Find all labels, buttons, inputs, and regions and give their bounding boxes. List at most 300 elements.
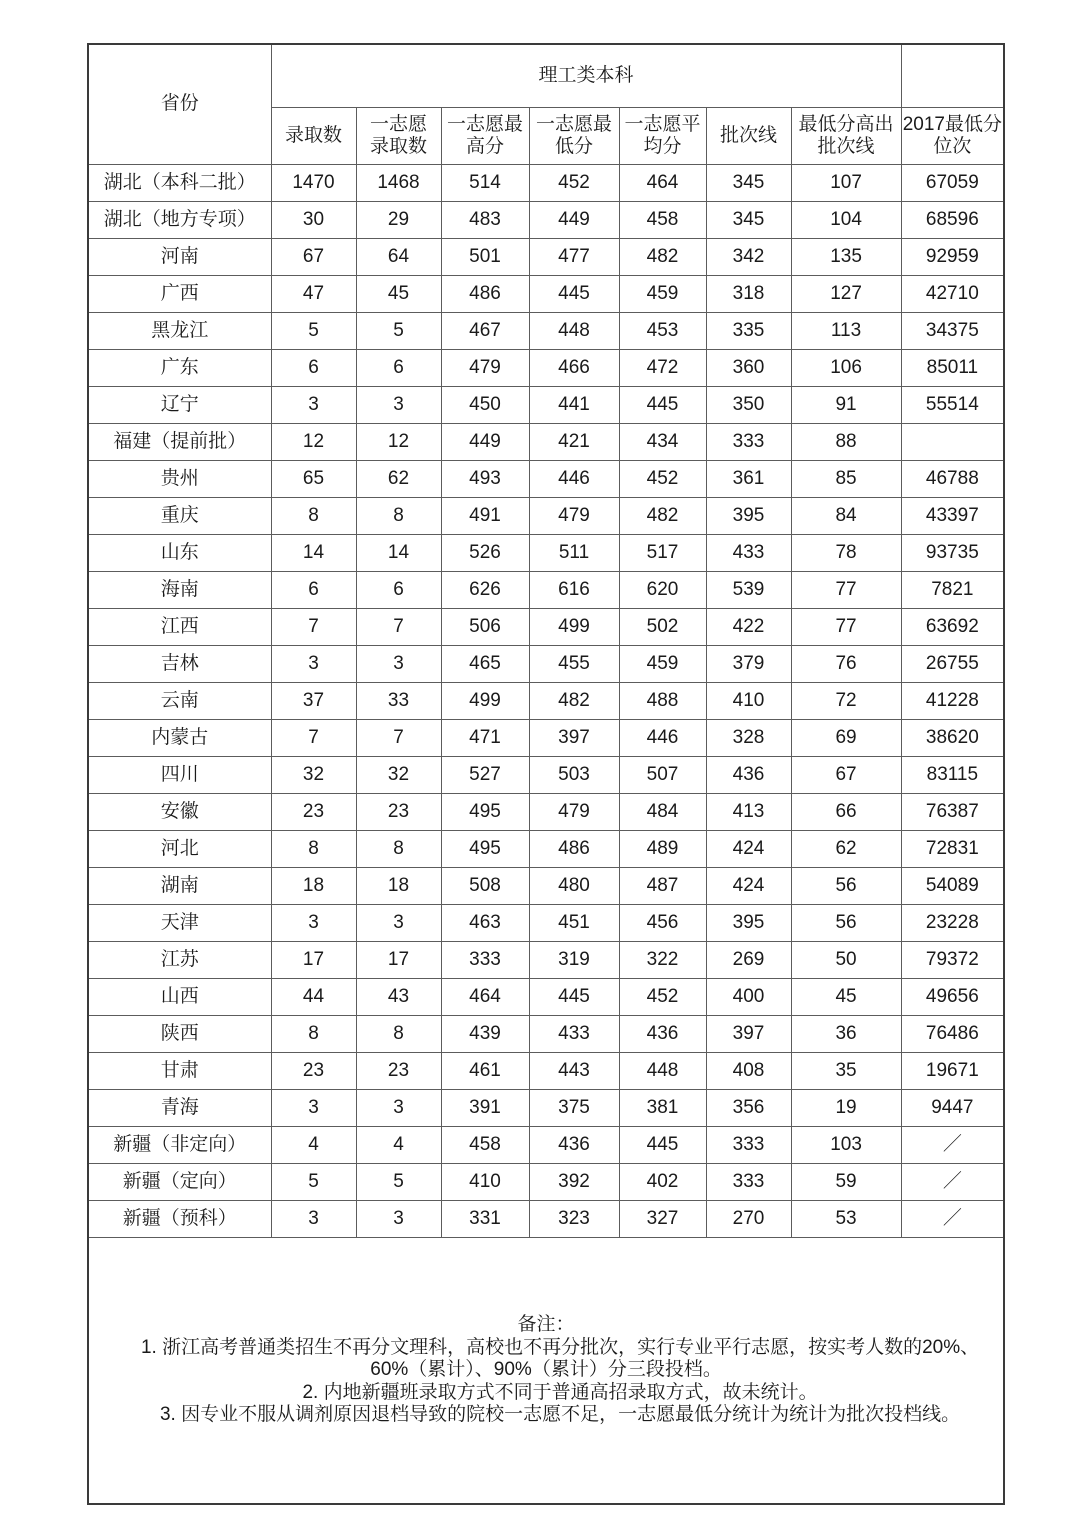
- rank-2017-cell: 68596: [901, 202, 1004, 239]
- first-choice-average-cell: 446: [619, 720, 706, 757]
- rank-2017-cell: 85011: [901, 350, 1004, 387]
- first-choice-average-cell: 488: [619, 683, 706, 720]
- above-cutline-cell: 36: [791, 1016, 901, 1053]
- table-row: [88, 202, 1004, 239]
- province-cell: 福建（提前批）: [88, 424, 271, 461]
- column-header-first-choice-low: [529, 108, 619, 165]
- first-choice-average-cell: 436: [619, 1016, 706, 1053]
- first-choice-count-cell: 23: [356, 1053, 441, 1090]
- rank-2017-cell: 42710: [901, 276, 1004, 313]
- first-choice-count-cell: 3: [356, 646, 441, 683]
- above-cutline-cell: 35: [791, 1053, 901, 1090]
- first-choice-average-cell: 381: [619, 1090, 706, 1127]
- column-header-spacer: [901, 44, 1004, 108]
- admitted-count-cell: 8: [271, 831, 356, 868]
- first-choice-average-cell: 434: [619, 424, 706, 461]
- first-choice-high-cell: 499: [441, 683, 529, 720]
- column-header-batch-cutline: [706, 108, 791, 165]
- column-header-first-choice-average: [619, 108, 706, 165]
- above-cutline-cell: 106: [791, 350, 901, 387]
- note-item-1-line-2: 60%（累计）、90%（累计）分三段投档。: [370, 1359, 722, 1381]
- first-choice-average-cell: 482: [619, 498, 706, 535]
- admitted-count-cell: 17: [271, 942, 356, 979]
- first-choice-low-cell: 445: [529, 276, 619, 313]
- table-row: [88, 1127, 1004, 1164]
- admission-score-table: [87, 43, 1005, 1505]
- table-row: [88, 757, 1004, 794]
- batch-cutline-cell: 397: [706, 1016, 791, 1053]
- admitted-count-cell: 30: [271, 202, 356, 239]
- table-row: [88, 535, 1004, 572]
- batch-cutline-cell: 333: [706, 1127, 791, 1164]
- table-row: [88, 424, 1004, 461]
- province-cell: 青海: [88, 1090, 271, 1127]
- batch-cutline-cell: 379: [706, 646, 791, 683]
- province-cell: 湖北（地方专项）: [88, 202, 271, 239]
- rank-2017-cell: 54089: [901, 868, 1004, 905]
- first-choice-average-cell: 456: [619, 905, 706, 942]
- batch-cutline-cell: 360: [706, 350, 791, 387]
- first-choice-average-cell: 322: [619, 942, 706, 979]
- first-choice-low-cell: 421: [529, 424, 619, 461]
- table-row: [88, 1090, 1004, 1127]
- first-choice-high-cell: 495: [441, 831, 529, 868]
- batch-cutline-cell: 342: [706, 239, 791, 276]
- first-choice-high-cell: 333: [441, 942, 529, 979]
- above-cutline-cell: 85: [791, 461, 901, 498]
- first-choice-low-cell: 479: [529, 498, 619, 535]
- batch-cutline-cell: 328: [706, 720, 791, 757]
- rank-2017-cell: ／: [901, 1127, 1004, 1164]
- header-line: 高分: [465, 136, 504, 157]
- rank-2017-cell: 92959: [901, 239, 1004, 276]
- admitted-count-cell: 3: [271, 1201, 356, 1238]
- admitted-count-cell: 14: [271, 535, 356, 572]
- admitted-count-cell: 12: [271, 424, 356, 461]
- first-choice-low-cell: 436: [529, 1127, 619, 1164]
- table-row: [88, 1164, 1004, 1201]
- first-choice-count-cell: 43: [356, 979, 441, 1016]
- first-choice-high-cell: 410: [441, 1164, 529, 1201]
- above-cutline-cell: 103: [791, 1127, 901, 1164]
- table-row: [88, 387, 1004, 424]
- first-choice-low-cell: 482: [529, 683, 619, 720]
- first-choice-count-cell: 14: [356, 535, 441, 572]
- province-cell: 重庆: [88, 498, 271, 535]
- table-row: [88, 350, 1004, 387]
- admitted-count-cell: 5: [271, 1164, 356, 1201]
- rank-2017-cell: ／: [901, 1164, 1004, 1201]
- above-cutline-cell: 88: [791, 424, 901, 461]
- header-line: 位次: [933, 136, 972, 157]
- province-cell: 内蒙古: [88, 720, 271, 757]
- first-choice-low-cell: 486: [529, 831, 619, 868]
- first-choice-average-cell: 452: [619, 461, 706, 498]
- first-choice-high-cell: 501: [441, 239, 529, 276]
- above-cutline-cell: 69: [791, 720, 901, 757]
- first-choice-average-cell: 472: [619, 350, 706, 387]
- admitted-count-cell: 5: [271, 313, 356, 350]
- province-cell: 安徽: [88, 794, 271, 831]
- admitted-count-cell: 3: [271, 1090, 356, 1127]
- province-cell: 陕西: [88, 1016, 271, 1053]
- column-header-rank-2017: [901, 108, 1004, 165]
- notes-cell: [88, 1238, 1004, 1505]
- batch-cutline-cell: 424: [706, 868, 791, 905]
- first-choice-high-cell: 493: [441, 461, 529, 498]
- first-choice-average-cell: 445: [619, 1127, 706, 1164]
- first-choice-count-cell: 7: [356, 720, 441, 757]
- table-row: [88, 646, 1004, 683]
- note-item-2: 2. 内地新疆班录取方式不同于普通高招录取方式，故未统计。: [302, 1381, 818, 1403]
- rank-2017-cell: 55514: [901, 387, 1004, 424]
- first-choice-high-cell: 491: [441, 498, 529, 535]
- batch-cutline-cell: 318: [706, 276, 791, 313]
- first-choice-average-cell: 327: [619, 1201, 706, 1238]
- province-cell: 新疆（预科）: [88, 1201, 271, 1238]
- province-cell: 黑龙江: [88, 313, 271, 350]
- admitted-count-cell: 47: [271, 276, 356, 313]
- table-row: [88, 572, 1004, 609]
- first-choice-high-cell: 526: [441, 535, 529, 572]
- above-cutline-cell: 72: [791, 683, 901, 720]
- province-cell: 江苏: [88, 942, 271, 979]
- rank-2017-cell: 26755: [901, 646, 1004, 683]
- first-choice-high-cell: 464: [441, 979, 529, 1016]
- first-choice-count-cell: 12: [356, 424, 441, 461]
- first-choice-count-cell: 3: [356, 905, 441, 942]
- first-choice-count-cell: 3: [356, 1201, 441, 1238]
- first-choice-low-cell: 446: [529, 461, 619, 498]
- first-choice-average-cell: 620: [619, 572, 706, 609]
- province-cell: 江西: [88, 609, 271, 646]
- first-choice-average-cell: 445: [619, 387, 706, 424]
- header-line: 2017最低分: [902, 113, 1002, 135]
- above-cutline-cell: 77: [791, 572, 901, 609]
- province-cell: 山东: [88, 535, 271, 572]
- column-group-header-science-undergrad: 理工类本科: [271, 44, 901, 108]
- first-choice-low-cell: 480: [529, 868, 619, 905]
- first-choice-low-cell: 448: [529, 313, 619, 350]
- header-row-group: [88, 44, 1004, 108]
- admitted-count-cell: 18: [271, 868, 356, 905]
- column-header-first-choice-count: [356, 108, 441, 165]
- batch-cutline-cell: 356: [706, 1090, 791, 1127]
- header-line: 低分: [554, 136, 593, 157]
- rank-2017-cell: ／: [901, 1201, 1004, 1238]
- province-cell: 吉林: [88, 646, 271, 683]
- note-item-3: 3. 因专业不服从调剂原因退档导致的院校一志愿不足，一志愿最低分统计为统计为批次投档线。: [159, 1404, 961, 1426]
- province-cell: 四川: [88, 757, 271, 794]
- first-choice-high-cell: 391: [441, 1090, 529, 1127]
- column-header-admitted-count: [271, 108, 356, 165]
- first-choice-low-cell: 392: [529, 1164, 619, 1201]
- above-cutline-cell: 56: [791, 868, 901, 905]
- province-cell: 云南: [88, 683, 271, 720]
- first-choice-average-cell: 402: [619, 1164, 706, 1201]
- table-row: [88, 683, 1004, 720]
- batch-cutline-cell: 333: [706, 424, 791, 461]
- rank-2017-cell: 9447: [901, 1090, 1004, 1127]
- first-choice-average-cell: 517: [619, 535, 706, 572]
- first-choice-count-cell: 17: [356, 942, 441, 979]
- above-cutline-cell: 53: [791, 1201, 901, 1238]
- admitted-count-cell: 23: [271, 794, 356, 831]
- rank-2017-cell: 7821: [901, 572, 1004, 609]
- table-row: [88, 165, 1004, 202]
- table-row: [88, 1201, 1004, 1238]
- batch-cutline-cell: 413: [706, 794, 791, 831]
- batch-cutline-cell: 350: [706, 387, 791, 424]
- rank-2017-cell: 38620: [901, 720, 1004, 757]
- batch-cutline-cell: 270: [706, 1201, 791, 1238]
- first-choice-high-cell: 626: [441, 572, 529, 609]
- first-choice-average-cell: 452: [619, 979, 706, 1016]
- rank-2017-cell: 23228: [901, 905, 1004, 942]
- notes-row: [88, 1238, 1004, 1505]
- table-row: [88, 498, 1004, 535]
- province-cell: 广东: [88, 350, 271, 387]
- first-choice-high-cell: 495: [441, 794, 529, 831]
- first-choice-average-cell: 453: [619, 313, 706, 350]
- batch-cutline-cell: 422: [706, 609, 791, 646]
- header-line: 最低分高出: [798, 113, 894, 135]
- rank-2017-cell: 76486: [901, 1016, 1004, 1053]
- first-choice-low-cell: 443: [529, 1053, 619, 1090]
- header-line: 批次线: [817, 136, 875, 157]
- batch-cutline-cell: 436: [706, 757, 791, 794]
- first-choice-low-cell: 433: [529, 1016, 619, 1053]
- batch-cutline-cell: 410: [706, 683, 791, 720]
- admitted-count-cell: 8: [271, 498, 356, 535]
- batch-cutline-cell: 424: [706, 831, 791, 868]
- first-choice-high-cell: 483: [441, 202, 529, 239]
- above-cutline-cell: 19: [791, 1090, 901, 1127]
- first-choice-count-cell: 62: [356, 461, 441, 498]
- first-choice-high-cell: 508: [441, 868, 529, 905]
- first-choice-low-cell: 319: [529, 942, 619, 979]
- rank-2017-cell: 49656: [901, 979, 1004, 1016]
- table-row: [88, 979, 1004, 1016]
- rank-2017-cell: 46788: [901, 461, 1004, 498]
- table-row: [88, 276, 1004, 313]
- table-row: [88, 1016, 1004, 1053]
- province-cell: 海南: [88, 572, 271, 609]
- first-choice-average-cell: 507: [619, 757, 706, 794]
- admitted-count-cell: 1470: [271, 165, 356, 202]
- admitted-count-cell: 4: [271, 1127, 356, 1164]
- province-cell: 新疆（定向）: [88, 1164, 271, 1201]
- rank-2017-cell: 34375: [901, 313, 1004, 350]
- rank-2017-cell: 67059: [901, 165, 1004, 202]
- batch-cutline-cell: 395: [706, 905, 791, 942]
- above-cutline-cell: 107: [791, 165, 901, 202]
- table-footer: [88, 1238, 1004, 1505]
- rank-2017-cell: 79372: [901, 942, 1004, 979]
- above-cutline-cell: 67: [791, 757, 901, 794]
- province-cell: 天津: [88, 905, 271, 942]
- first-choice-count-cell: 29: [356, 202, 441, 239]
- above-cutline-cell: 91: [791, 387, 901, 424]
- first-choice-high-cell: 331: [441, 1201, 529, 1238]
- first-choice-count-cell: 3: [356, 387, 441, 424]
- batch-cutline-cell: 395: [706, 498, 791, 535]
- first-choice-high-cell: 439: [441, 1016, 529, 1053]
- admitted-count-cell: 3: [271, 905, 356, 942]
- first-choice-low-cell: 455: [529, 646, 619, 683]
- first-choice-high-cell: 479: [441, 350, 529, 387]
- header-line: 一志愿最: [535, 113, 612, 135]
- rank-2017-cell: 63692: [901, 609, 1004, 646]
- first-choice-count-cell: 5: [356, 313, 441, 350]
- first-choice-high-cell: 471: [441, 720, 529, 757]
- first-choice-count-cell: 23: [356, 794, 441, 831]
- province-cell: 贵州: [88, 461, 271, 498]
- first-choice-low-cell: 499: [529, 609, 619, 646]
- first-choice-low-cell: 375: [529, 1090, 619, 1127]
- batch-cutline-cell: 335: [706, 313, 791, 350]
- table-row: [88, 942, 1004, 979]
- admitted-count-cell: 37: [271, 683, 356, 720]
- first-choice-low-cell: 477: [529, 239, 619, 276]
- above-cutline-cell: 59: [791, 1164, 901, 1201]
- first-choice-low-cell: 397: [529, 720, 619, 757]
- table-row: [88, 609, 1004, 646]
- above-cutline-cell: 66: [791, 794, 901, 831]
- first-choice-high-cell: 527: [441, 757, 529, 794]
- above-cutline-cell: 76: [791, 646, 901, 683]
- header-line: 批次线: [719, 124, 777, 146]
- batch-cutline-cell: 433: [706, 535, 791, 572]
- batch-cutline-cell: 361: [706, 461, 791, 498]
- table-row: [88, 868, 1004, 905]
- rank-2017-cell: 19671: [901, 1053, 1004, 1090]
- rank-2017-cell: 83115: [901, 757, 1004, 794]
- admitted-count-cell: 6: [271, 572, 356, 609]
- table-row: [88, 239, 1004, 276]
- first-choice-high-cell: 467: [441, 313, 529, 350]
- province-cell: 湖南: [88, 868, 271, 905]
- batch-cutline-cell: 345: [706, 202, 791, 239]
- table-body: [88, 165, 1004, 1238]
- admitted-count-cell: 3: [271, 387, 356, 424]
- first-choice-low-cell: 511: [529, 535, 619, 572]
- first-choice-average-cell: 459: [619, 276, 706, 313]
- header-line: 一志愿最: [446, 113, 523, 135]
- first-choice-average-cell: 459: [619, 646, 706, 683]
- first-choice-count-cell: 5: [356, 1164, 441, 1201]
- rank-2017-cell: [901, 424, 1004, 461]
- first-choice-count-cell: 45: [356, 276, 441, 313]
- note-item-1-line-1: 1. 浙江高考普通类招生不再分文理科，高校也不再分批次，实行专业平行志愿，按实考人数的20%、: [140, 1336, 980, 1358]
- first-choice-count-cell: 32: [356, 757, 441, 794]
- above-cutline-cell: 45: [791, 979, 901, 1016]
- column-header-province: 省份: [88, 44, 271, 165]
- first-choice-average-cell: 502: [619, 609, 706, 646]
- first-choice-high-cell: 449: [441, 424, 529, 461]
- province-cell: 甘肃: [88, 1053, 271, 1090]
- header-line: 录取数: [369, 136, 427, 157]
- admitted-count-cell: 67: [271, 239, 356, 276]
- first-choice-low-cell: 445: [529, 979, 619, 1016]
- first-choice-count-cell: 18: [356, 868, 441, 905]
- first-choice-low-cell: 466: [529, 350, 619, 387]
- above-cutline-cell: 104: [791, 202, 901, 239]
- first-choice-count-cell: 1468: [356, 165, 441, 202]
- province-cell: 新疆（非定向）: [88, 1127, 271, 1164]
- batch-cutline-cell: 333: [706, 1164, 791, 1201]
- admitted-count-cell: 3: [271, 646, 356, 683]
- table-row: [88, 794, 1004, 831]
- first-choice-high-cell: 465: [441, 646, 529, 683]
- first-choice-low-cell: 479: [529, 794, 619, 831]
- column-header-above-cutline: [791, 108, 901, 165]
- header-line: 均分: [643, 136, 682, 157]
- above-cutline-cell: 50: [791, 942, 901, 979]
- first-choice-count-cell: 6: [356, 572, 441, 609]
- notes-title: 备注：: [517, 1314, 575, 1336]
- first-choice-count-cell: 8: [356, 1016, 441, 1053]
- first-choice-high-cell: 458: [441, 1127, 529, 1164]
- first-choice-average-cell: 489: [619, 831, 706, 868]
- province-cell: 湖北（本科二批）: [88, 165, 271, 202]
- table-header: [88, 44, 1004, 165]
- first-choice-high-cell: 514: [441, 165, 529, 202]
- first-choice-count-cell: 3: [356, 1090, 441, 1127]
- first-choice-count-cell: 6: [356, 350, 441, 387]
- above-cutline-cell: 127: [791, 276, 901, 313]
- above-cutline-cell: 77: [791, 609, 901, 646]
- first-choice-average-cell: 487: [619, 868, 706, 905]
- above-cutline-cell: 62: [791, 831, 901, 868]
- first-choice-high-cell: 486: [441, 276, 529, 313]
- rank-2017-cell: 76387: [901, 794, 1004, 831]
- first-choice-low-cell: 323: [529, 1201, 619, 1238]
- column-header-first-choice-high: [441, 108, 529, 165]
- first-choice-average-cell: 484: [619, 794, 706, 831]
- table-row: [88, 905, 1004, 942]
- rank-2017-cell: 41228: [901, 683, 1004, 720]
- score-summary-sheet: [87, 43, 1003, 1461]
- province-cell: 广西: [88, 276, 271, 313]
- above-cutline-cell: 113: [791, 313, 901, 350]
- batch-cutline-cell: 269: [706, 942, 791, 979]
- first-choice-low-cell: 616: [529, 572, 619, 609]
- admitted-count-cell: 6: [271, 350, 356, 387]
- first-choice-average-cell: 482: [619, 239, 706, 276]
- province-cell: 河南: [88, 239, 271, 276]
- batch-cutline-cell: 345: [706, 165, 791, 202]
- rank-2017-cell: 93735: [901, 535, 1004, 572]
- admitted-count-cell: 23: [271, 1053, 356, 1090]
- header-line: 一志愿: [369, 113, 427, 135]
- first-choice-average-cell: 458: [619, 202, 706, 239]
- above-cutline-cell: 84: [791, 498, 901, 535]
- above-cutline-cell: 56: [791, 905, 901, 942]
- first-choice-low-cell: 451: [529, 905, 619, 942]
- first-choice-low-cell: 452: [529, 165, 619, 202]
- table-row: [88, 461, 1004, 498]
- first-choice-count-cell: 7: [356, 609, 441, 646]
- first-choice-low-cell: 441: [529, 387, 619, 424]
- first-choice-low-cell: 503: [529, 757, 619, 794]
- batch-cutline-cell: 539: [706, 572, 791, 609]
- first-choice-high-cell: 463: [441, 905, 529, 942]
- rank-2017-cell: 72831: [901, 831, 1004, 868]
- first-choice-high-cell: 450: [441, 387, 529, 424]
- table-row: [88, 831, 1004, 868]
- first-choice-high-cell: 506: [441, 609, 529, 646]
